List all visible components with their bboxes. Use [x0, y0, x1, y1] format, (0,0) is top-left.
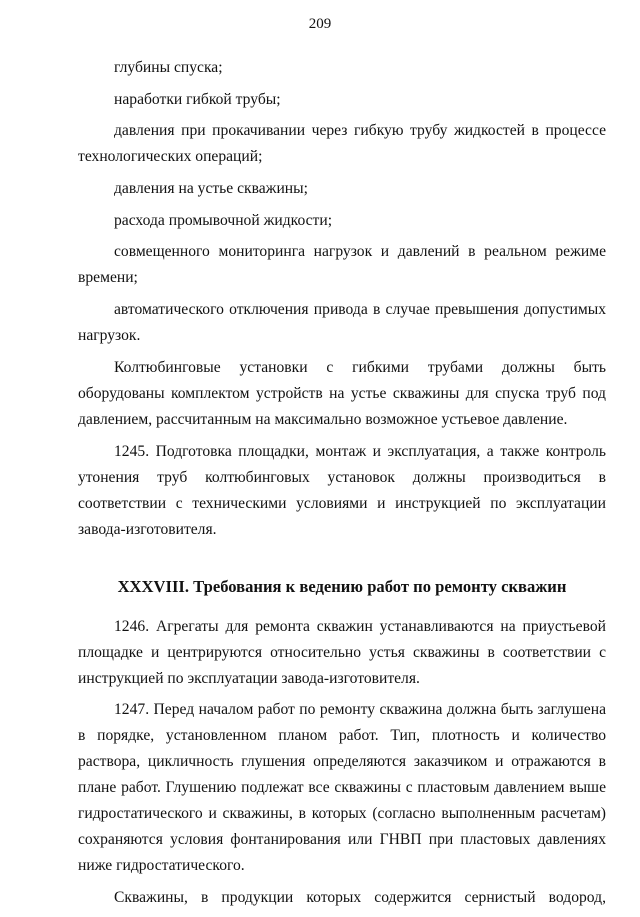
list-item-coiled-tubing-wear: наработки гибкой трубы;: [114, 90, 281, 108]
list-item-descent-depth: глубины спуска;: [114, 59, 223, 76]
page-number: 209: [308, 16, 332, 32]
list-item-auto-shutdown: автоматического отключения привода в случае превышения допустимых нагрузок.: [78, 301, 606, 345]
list-item-wellhead-pressure: давления на устье скважины;: [114, 180, 308, 198]
paragraph-hydrogen-sulfide: Скважины, в продукции которых содержится сернистый водород,: [114, 888, 606, 906]
paragraph-1247: 1247. Перед началом работ по ремонту скважина должна быть заглушена в порядке, установленном планом работ. Тип, плотность и количество раствора, цикличность глушения определяются заказчиком и отражаются в плане работ. Глушению подлежат все скважины с пластовым давлением выше гидростатического и скважины, в которых (согласно выполненным расчетам) сохраняются условия фонтанирования или ГНВП при пластовых давлениях ниже гидростатического.: [78, 701, 606, 875]
paragraph-1246: 1246. Агрегаты для ремонта скважин устанавливаются на приустьевой площадке и центрируются относительно устья скважины в соответствии с инструкцией по эксплуатации завода-изготовителя.: [78, 617, 606, 687]
section-heading: XXXVIII. Требования к ведению работ по ремонту скважин: [117, 576, 567, 596]
page-body: [78, 55, 606, 917]
paragraph-1245: 1245. Подготовка площадки, монтаж и эксплуатация, а также контроль утонения труб колтюбинговых установок должны производиться в соответствии с техническими условиями и инструкцией по эксплуатации завода-изготовителя.: [78, 442, 606, 538]
list-item-flush-fluid-flow: расхода промывочной жидкости;: [114, 211, 333, 229]
list-item-pumping-pressure: давления при прокачивании через гибкую трубу жидкостей в процессе технологических операций;: [78, 122, 606, 166]
list-item-realtime-monitoring: совмещенного мониторинга нагрузок и давлений в реальном режиме времени;: [78, 243, 606, 287]
paragraph-coiled-tubing-equipment: Колтюбинговые установки с гибкими трубами должны быть оборудованы комплектом устройств на устье скважины для спуска труб под давлением, рассчитанным на максимально возможное устьевое давление.: [78, 358, 606, 428]
